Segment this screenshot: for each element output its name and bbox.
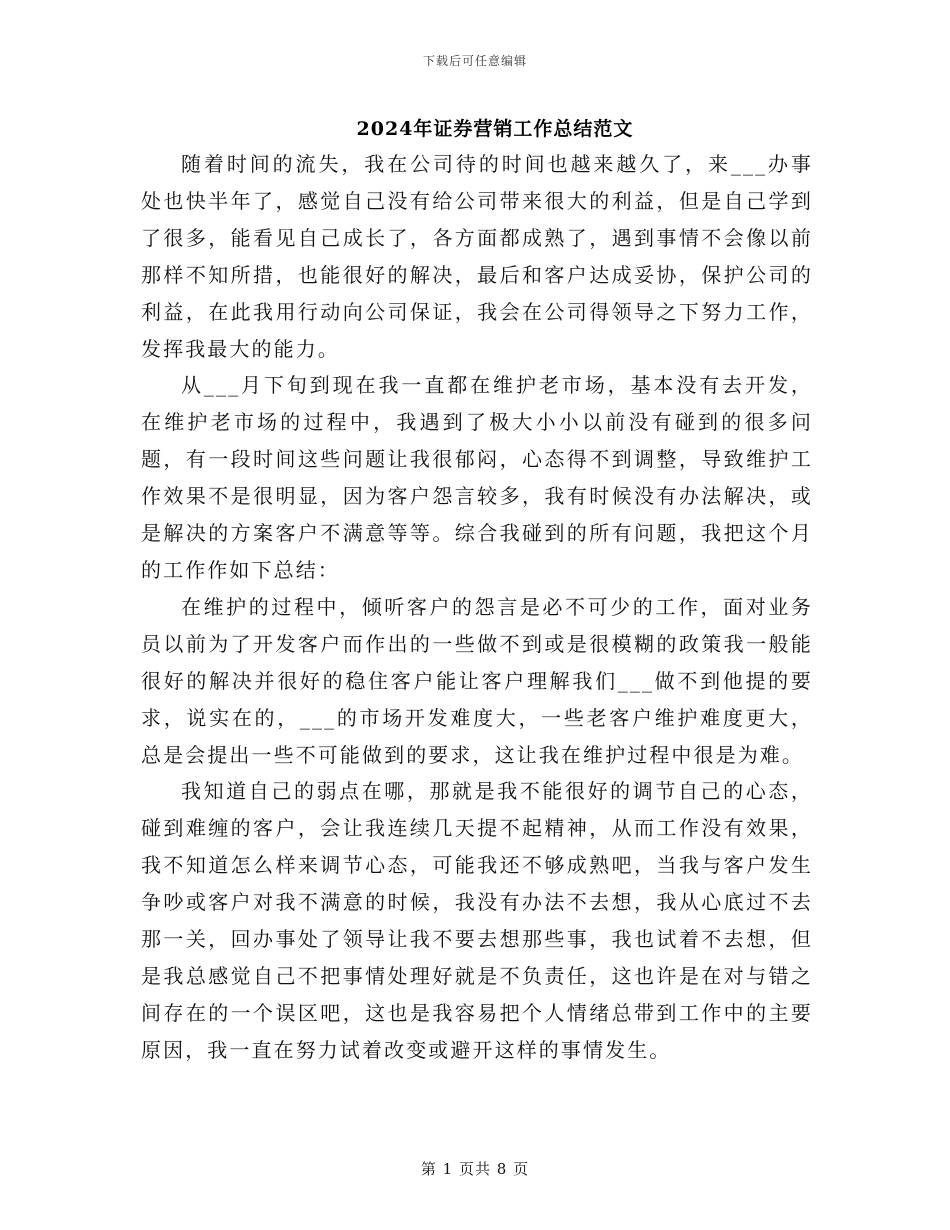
- header-note: 下载后可任意编辑: [422, 54, 527, 68]
- paragraph-4: 我知道自己的弱点在哪，那就是我不能很好的调节自己的心态，碰到难缠的客户，会让我连续几天提不起精神，从而工作没有效果，我不知道怎么样来调节心态，可能我还不够成熟吧，当我与客户发生争吵或客户对我不满意的时候，我没有办法不去想，我从心底过不去那一关，回办事处了领导让我不要去想那些事，我也试着不去想，但是我总感觉自己不把事情处理好就是不负责任，这也许是在对与错之间存在的一个误区吧，这也是我容易把个人情绪总带到工作中的主要原因，我一直在努力试着改变或避开这样的事情发生。: [141, 779, 813, 1062]
- paragraph-1: 随着时间的流失，我在公司待的时间也越来越久了，来___办事处也快半年了，感觉自己没有给公司带来很大的利益，但是自己学到了很多，能看见自己成长了，各方面都成熟了，遇到事情不会像以前那样不知所措，也能很好的解决，最后和客户达成妥协，保护公司的利益，在此我用行动向公司保证，我会在公司得领导之下努力工作，发挥我最大的能力。: [141, 152, 813, 361]
- paragraph-3: 在维护的过程中，倾听客户的怨言是必不可少的工作，面对业务员以前为了开发客户而作出的一些做不到或是很模糊的政策我一般能很好的解决并很好的稳住客户能让客户理解我们___做不到他提的要求，说实在的，___的市场开发难度大，一些老客户维护难度更大，总是会提出一些不可能做到的要求，这让我在维护过程中很是为难。: [141, 594, 813, 767]
- page-number: 第 1 页共 8 页: [420, 1160, 530, 1178]
- document-title: 2024年证券营销工作总结范文: [356, 118, 634, 140]
- paragraph-2: 从___月下旬到现在我一直都在维护老市场，基本没有去开发，在维护老市场的过程中，我遇到了极大小小以前没有碰到的很多问题，有一段时间这些问题让我很郁闷，心态得不到调整，导致维护工作效果不是很明显，因为客户怨言较多，我有时候没有办法解决，或是解决的方案客户不满意等等。综合我碰到的所有问题，我把这个月的工作作如下总结：: [141, 373, 813, 582]
- document-body: [141, 146, 813, 1069]
